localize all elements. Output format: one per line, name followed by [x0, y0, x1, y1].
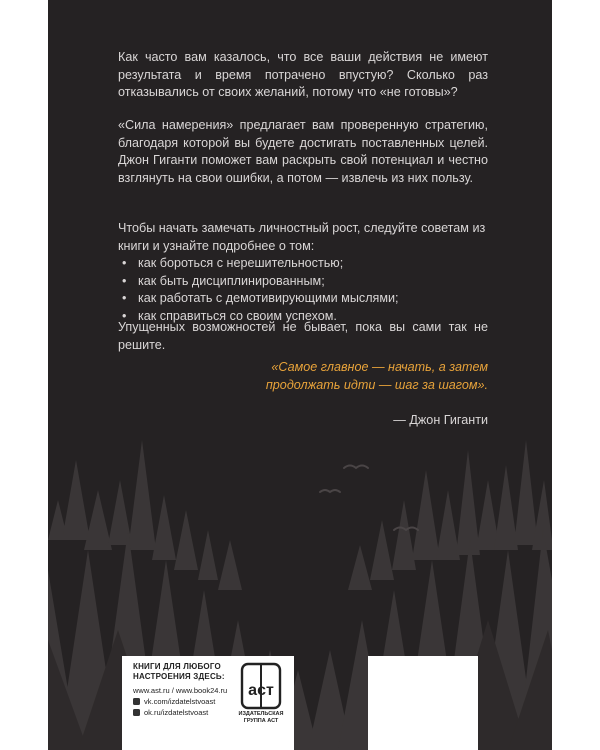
- vk-icon: [133, 698, 140, 705]
- publisher-caption-line: ИЗДАТЕЛЬСКАЯ: [238, 711, 284, 717]
- list-item-text: как быть дисциплинированным;: [138, 273, 325, 288]
- ast-logo-text: аст: [248, 682, 274, 699]
- publisher-caption: [234, 711, 288, 725]
- topics-list: [118, 255, 488, 325]
- list-item: [118, 290, 488, 308]
- list-item-text: как справиться со своим успехом.: [138, 308, 337, 323]
- back-cover: [48, 0, 552, 750]
- list-item-text: как работать с демотивирующими мыслями;: [138, 291, 399, 305]
- growth-paragraph: Чтобы начать замечать личностный рост, следуйте советам из книги и узнайте подробнее о том:: [118, 221, 486, 253]
- quote-line: продолжать идти — шаг за шагом».: [265, 378, 488, 392]
- vk-link-text: vk.com/izdatelstvoast: [144, 697, 216, 706]
- ok-link[interactable]: [133, 708, 208, 718]
- list-item: [118, 273, 488, 291]
- intro-paragraph: Как часто вам казалось, что все ваши действия не имеют результата и время потрачено впустую? Сколько раз отказывались от своих желаний, потому что «не готовы»?: [118, 50, 488, 99]
- publisher-title-line: КНИГИ ДЛЯ ЛЮБОГО: [133, 662, 221, 671]
- bullet-icon: •: [122, 308, 127, 323]
- ok-link-text: ok.ru/izdatelstvoast: [144, 708, 209, 717]
- highlight-quote: [118, 358, 488, 394]
- list-item: [118, 255, 488, 273]
- ast-logo-icon: [238, 662, 284, 710]
- publisher-sites: www.ast.ru / www.book24.ru: [133, 686, 228, 695]
- publisher-caption-line: ГРУППА АСТ: [243, 718, 279, 724]
- barcode-area: [368, 656, 478, 750]
- list-item-text: как бороться с нерешительностью;: [138, 256, 344, 270]
- bullet-icon: •: [122, 291, 127, 305]
- publisher-info-panel: [122, 656, 294, 750]
- ok-icon: [133, 709, 140, 716]
- publisher-title-line: НАСТРОЕНИЯ ЗДЕСЬ:: [133, 672, 225, 681]
- publisher-title: [133, 662, 225, 682]
- bullet-icon: •: [122, 273, 127, 288]
- quote-line: «Самое главное — начать, а затем: [271, 360, 488, 374]
- vk-link[interactable]: [133, 697, 215, 707]
- closing-paragraph: Упущенных возможностей не бывает, пока вы сами так не решите.: [118, 320, 488, 352]
- quote-author: — Джон Гиганти: [393, 413, 488, 427]
- bullet-icon: •: [122, 256, 127, 270]
- strategy-paragraph: «Сила намерения» предлагает вам проверенную стратегию, благодаря которой вы будете достигать поставленных целей. Джон Гиганти поможет вам раскрыть свой потенциал и честно взглянуть на свои ошибки, а потом — извлечь из них пользу.: [118, 118, 488, 185]
